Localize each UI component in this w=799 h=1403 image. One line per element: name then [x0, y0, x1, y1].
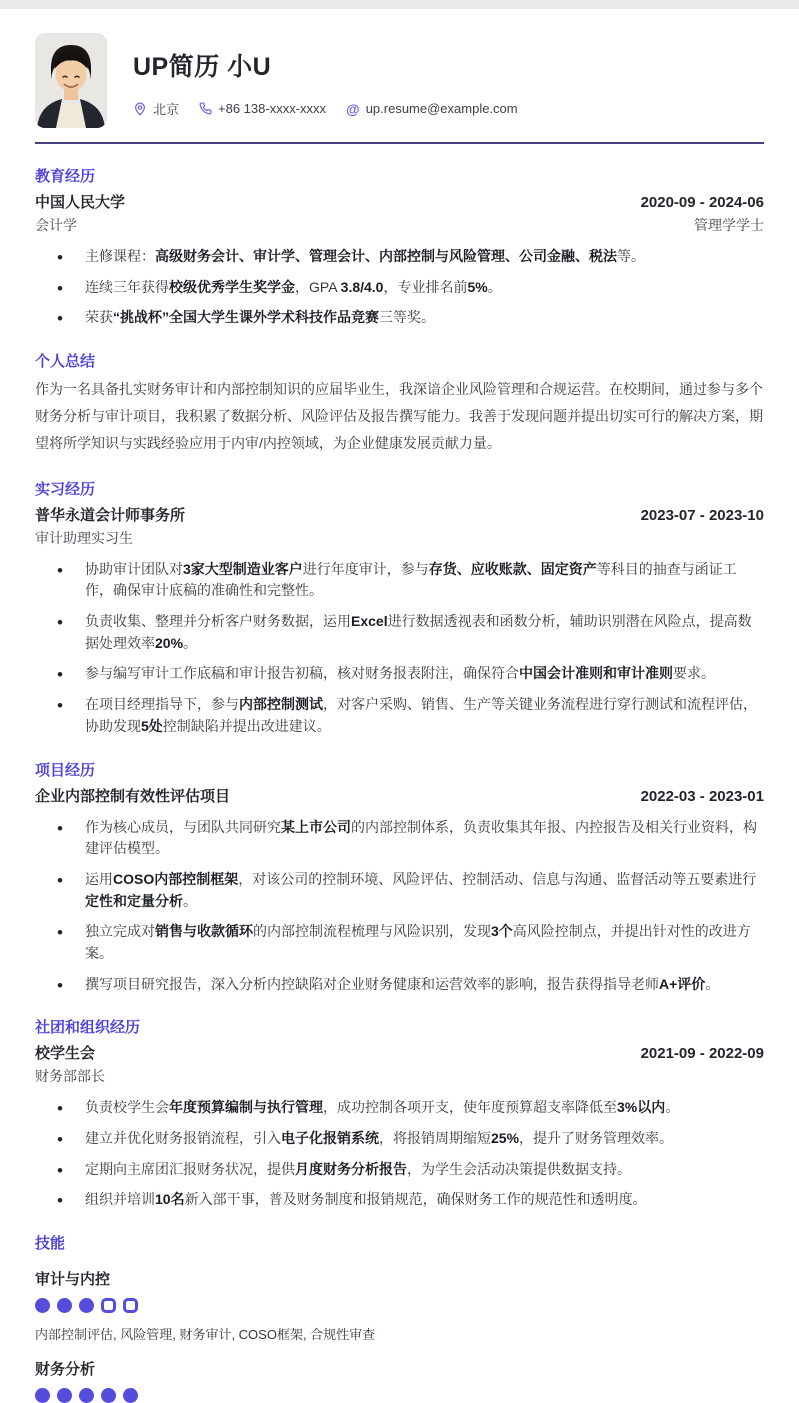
entry-sub-row [35, 1066, 764, 1086]
bullet-text: 进行数据透视表和函数分析，辅助识别潜在风险点，提高数据处理效率 [85, 613, 752, 651]
phone-icon [199, 102, 212, 115]
entry-org: 普华永道会计师事务所 [35, 506, 186, 524]
bullet-item [35, 307, 764, 329]
bullet-text-bold: Excel [351, 613, 388, 630]
bullet-text: 定期向主席团汇报财务状况，提供 [85, 1160, 295, 1177]
bullet-item [35, 277, 764, 299]
entry-degree: 管理学学士 [694, 217, 764, 233]
bullet-text: ，成功控制各项开支，使年度预算超支率降低至 [323, 1099, 617, 1116]
bullet-text: 。 [183, 634, 198, 651]
bullet-list [35, 1097, 764, 1211]
contact-email [346, 101, 518, 117]
bullet-text: 连续三年获得 [85, 278, 169, 295]
bullet-text-bold: 10名 [155, 1191, 185, 1208]
section-title: 实习经历 [35, 480, 96, 498]
entry-role: 审计助理实习生 [35, 529, 133, 546]
bullet-text: 。 [487, 278, 502, 295]
skill-dot [101, 1388, 116, 1403]
bullet-text-bold: 3家大型制造业客户 [183, 560, 303, 577]
bullet-text: 等。 [617, 248, 645, 264]
bullet-item [35, 611, 764, 654]
section [35, 759, 764, 996]
skill-dot [101, 1298, 116, 1313]
contact-phone [199, 101, 326, 116]
bullet-item [35, 246, 764, 268]
bullet-text: 负责校学生会 [85, 1099, 169, 1116]
bullet-text-bold: 中国会计准则和审计准则 [519, 665, 673, 682]
bullet-item [35, 817, 764, 860]
header-divider [35, 142, 764, 144]
bullet-text: 高风险控制点，并提出针对性的改进方案。 [85, 923, 751, 961]
bullet-text: 三等奖。 [379, 309, 435, 326]
contact-phone-text: +86 138-xxxx-xxxx [218, 101, 327, 116]
profile-photo-illustration [35, 33, 107, 128]
section-title: 个人总结 [35, 353, 96, 371]
contact-email-text: up.resume@example.com [365, 101, 518, 116]
at-icon: @ [346, 100, 360, 117]
bullet-text-bold: 内部控制测试 [239, 696, 323, 713]
resume-page [0, 33, 799, 1403]
entry-sub-row [35, 528, 764, 548]
entry-org: 校学生会 [35, 1045, 96, 1063]
bullet-item [35, 1097, 764, 1119]
bullet-text: 控制缺陷并提出改进建议。 [162, 717, 331, 734]
bullet-text: ，对该公司的控制环境、风险评估、控制活动、信息与沟通、监督活动等五要素进行 [238, 870, 757, 887]
skill-name: 审计与内控 [35, 1271, 111, 1289]
entry-org: 企业内部控制有效性评估项目 [35, 787, 231, 805]
bullet-item [35, 559, 764, 602]
entry-sub-row [35, 215, 764, 235]
skill-block [35, 1268, 764, 1343]
bullet-text: ，将报销周期缩短 [379, 1130, 491, 1146]
section-title: 技能 [35, 1235, 66, 1253]
bullet-text-bold: COSO内部控制框架 [113, 870, 239, 887]
bullet-text: ，GPA [295, 278, 341, 295]
bullet-text: 荣获 [85, 309, 113, 326]
bullet-text-bold: 5处 [141, 717, 163, 734]
bullet-list [35, 559, 764, 738]
skill-dot [35, 1298, 50, 1313]
bullet-text-bold: 销售与收款循环 [155, 923, 253, 940]
bullet-item [35, 921, 764, 964]
bullet-text-bold: A+评价 [659, 975, 706, 992]
bullet-text-bold: 月度财务分析报告 [295, 1160, 407, 1177]
bullet-text: 运用 [85, 870, 113, 887]
section [35, 478, 764, 738]
skill-keywords: 内部控制评估, 风险管理, 财务审计, COSO框架, 合规性审查 [35, 1327, 376, 1343]
bullet-text-bold: 高级财务会计、审计学、管理会计、内部控制与风险管理、公司金融、税法 [155, 248, 617, 264]
bullet-text-bold: 校级优秀学生奖学金 [169, 278, 295, 295]
bullet-text: 作为核心成员，与团队共同研究 [85, 818, 281, 835]
bullet-text: ，专业排名前 [383, 278, 468, 295]
skill-dot [57, 1298, 72, 1313]
bullet-text-bold: 5% [467, 278, 488, 295]
entry-role: 财务部部长 [35, 1068, 105, 1085]
entry-header-row [35, 1042, 764, 1063]
section [35, 350, 764, 457]
section-title: 项目经历 [35, 761, 96, 779]
bullet-text-bold: 存货、应收账款、固定资产 [428, 560, 597, 577]
bullet-text: 参与编写审计工作底稿和审计报告初稿，核对财务报表附注，确保符合 [85, 665, 519, 682]
bullet-text: 。 [183, 892, 197, 909]
bullet-item [35, 663, 764, 685]
entry-role: 会计学 [35, 217, 77, 233]
bullet-text-bold: 年度预算编制与执行管理 [169, 1099, 323, 1116]
summary-paragraph: 作为一名具备扎实财务审计和内部控制知识的应届毕业生，我深谙企业风险管理和合规运营。在校期间，通过参与多个财务分析与审计项目，我积累了数据分析、风险评估及报告撰写能力。我善于发现问题并提出切实可行的解决方案，期望将所学知识与实践经验应用于内审/内控领域，为企业健康发展贡献力量。 [35, 381, 763, 451]
bullet-text-bold: 3%以内 [617, 1099, 666, 1116]
bullet-text: 要求。 [673, 665, 715, 682]
skill-dot [35, 1388, 50, 1403]
skill-name: 财务分析 [35, 1361, 96, 1379]
contact-row [133, 99, 518, 118]
skill-block [35, 1358, 764, 1403]
contact-location-text: 北京 [153, 102, 180, 117]
entry-date: 2022-03 - 2023-01 [640, 787, 764, 805]
bullet-item [35, 974, 764, 996]
bullet-list [35, 246, 764, 329]
profile-photo [35, 33, 107, 128]
section [35, 165, 764, 329]
bullet-item [35, 1128, 764, 1150]
bullet-text-bold: 电子化报销系统 [281, 1130, 379, 1146]
bullet-text: ，对客户采购、销售、生产等关键业务流程进行穿行测试和流程评估，协助发现 [85, 696, 757, 734]
bullet-text: 协助审计团队对 [85, 560, 183, 577]
section [35, 1232, 764, 1253]
bullet-item [35, 694, 764, 737]
skill-level-dots [35, 1298, 764, 1313]
bullet-text: 的内部控制体系，负责收集其年报、内控报告及相关行业资料，构建评估模型。 [85, 818, 757, 857]
entry-org: 中国人民大学 [35, 194, 126, 211]
bullet-text-bold: 某上市公司 [281, 818, 351, 835]
bullet-text-bold: 25% [491, 1130, 520, 1146]
bullet-item [35, 1159, 764, 1181]
skill-level-dots [35, 1388, 764, 1403]
bullet-text: 撰写项目研究报告，深入分析内控缺陷对企业财务健康和运营效率的影响，报告获得指导老师 [85, 975, 659, 992]
bullet-text-bold: 定性和定量分析 [85, 892, 183, 909]
entry-date: 2021-09 - 2022-09 [640, 1045, 764, 1063]
header-text-group [133, 33, 518, 118]
contact-location [133, 99, 179, 118]
bullet-text: 。 [705, 975, 720, 992]
bullet-text-bold: 20% [155, 634, 184, 651]
entry-date: 2023-07 - 2023-10 [640, 506, 764, 524]
bullet-text: ，为学生会活动决策提供数据支持。 [407, 1160, 631, 1177]
candidate-name: UP简历 小U [133, 53, 272, 81]
skill-dot [57, 1388, 72, 1403]
skill-dot [123, 1388, 138, 1403]
bullet-item [35, 869, 764, 912]
location-icon [133, 102, 147, 116]
section-title: 社团和组织经历 [35, 1019, 141, 1037]
bullet-text: 负责收集、整理并分析客户财务数据，运用 [85, 613, 351, 630]
bullet-text-bold: “挑战杯”全国大学生课外学术科技作品竞赛 [113, 309, 379, 326]
bullet-text: 等科目的抽查与函证工作，确保审计底稿的准确性和完整性。 [85, 560, 737, 599]
skill-dot [79, 1388, 94, 1403]
bullet-text: ，提升了财务管理效率。 [519, 1130, 674, 1146]
bullet-text: 组织并培训 [85, 1191, 155, 1208]
bullet-text: 。 [665, 1099, 680, 1116]
bullet-item [35, 1189, 764, 1211]
bullet-text: 独立完成对 [85, 923, 155, 940]
section-title: 教育经历 [35, 168, 96, 185]
bullet-text: 新入部干事，普及财务制度和报销规范，确保财务工作的规范性和透明度。 [184, 1191, 647, 1208]
entry-header-row [35, 785, 764, 806]
bullet-text: 建立并优化财务报销流程，引入 [85, 1130, 281, 1146]
entry-header-row [35, 191, 764, 212]
bullet-text: 进行年度审计，参与 [302, 560, 429, 577]
entry-header-row [35, 504, 764, 525]
skill-dot [123, 1298, 138, 1313]
resume-header [35, 33, 764, 128]
section [35, 1016, 764, 1211]
bullet-text: 的内部控制流程梳理与风险识别，发现 [253, 923, 491, 940]
bullet-text-bold: 3.8/4.0 [340, 278, 384, 295]
bullet-list [35, 817, 764, 996]
entry-date: 2020-09 - 2024-06 [640, 194, 764, 211]
bullet-text-bold: 3个 [491, 923, 513, 940]
bullet-text: 在项目经理指导下，参与 [85, 696, 239, 713]
skill-dot [79, 1298, 94, 1313]
sections-container [35, 165, 764, 1403]
bullet-text: 主修课程： [85, 248, 155, 264]
page-top-strip [0, 0, 799, 9]
